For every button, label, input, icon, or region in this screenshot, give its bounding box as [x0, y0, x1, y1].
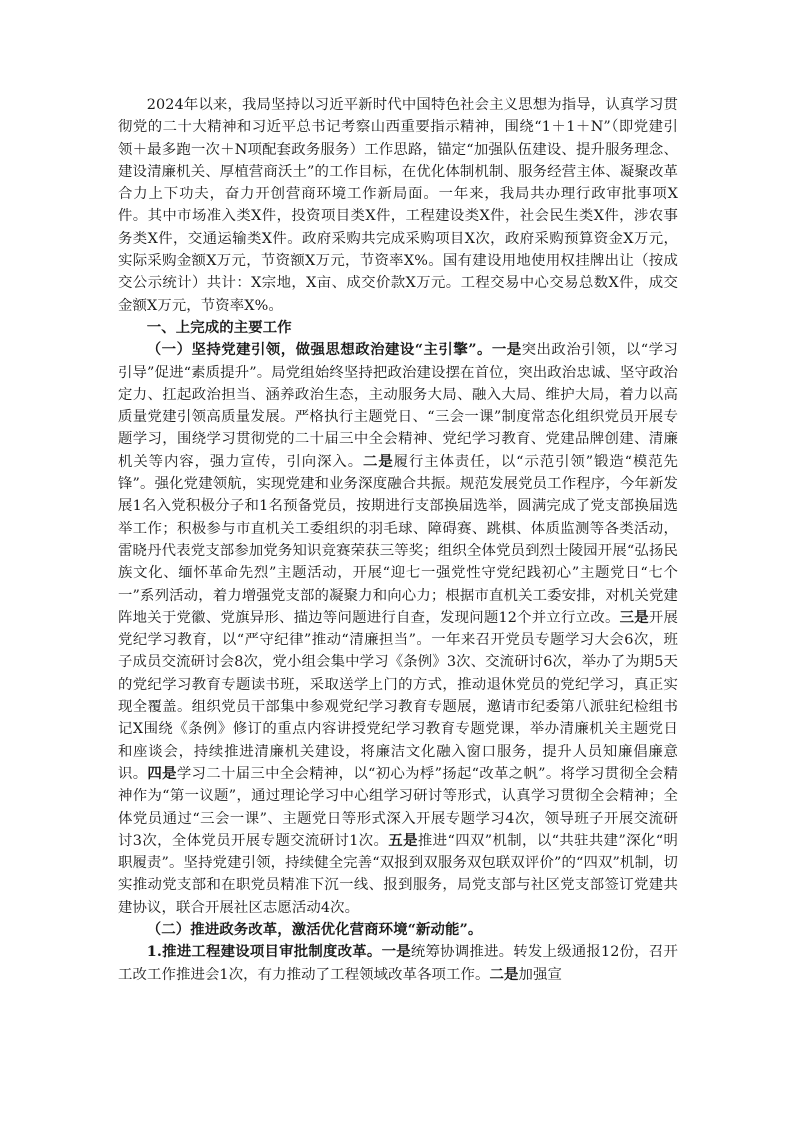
subsection-one — [118, 339, 678, 919]
point-one-text: 突出政治引领，以“学习引导”促进“素质提升”。局党组始终坚持把政治建设摆在首位，突出政治忠诚、坚守政治定力、扛起政治担当、涵养政治生态，主动服务大局、融入大局、维护大局，着力以高质量党建引领高质量发展。严格执行主题党日、“三会一课”制度常态化组织党员开展专题学习，围绕学习贯彻党的二十届三中全会精神、党纪学习教育、党建品牌创建、清廉机关等内容，强力宣传，引向深入。 — [118, 342, 678, 470]
item-one-text-one: 统筹协调推进。转发上级通报12份，召开工改工作推进会1次，有力推动了工程领域改革各项工作。 — [118, 944, 678, 983]
section-heading: 一、上完成的主要工作 — [146, 318, 292, 336]
item-one-lead-two: 二是 — [489, 965, 519, 983]
subsection-two — [118, 919, 678, 941]
document-page — [118, 94, 678, 986]
item-one-text-two: 加强宣 — [518, 966, 562, 983]
subsection-two-item-one — [118, 941, 678, 986]
point-three-text: 开展党纪学习教育，以“严守纪律”推动“清廉担当”。一年来召开党员专题学习大会6次，班子成员交流研讨会8次，党小组会集中学习《条例》3次、交流研讨6次，举办了为期5天的党纪学习教育专题读书班，采取送学上门的方式，推动退休党员的党纪学习，真正实现全覆盖。组织党员干部集中参观党纪学习教育专题展，邀请市纪委第八派驻纪检组书记X围绕《条例》修订的重点内容讲授党纪学习教育专题党课，举办清廉机关主题党日和座谈会，持续推进清廉机关建设，将廉洁文化融入窗口服务，提升人员知廉倡廉意识。 — [118, 609, 679, 782]
point-three-lead: 三是 — [619, 608, 649, 626]
item-one-lead-one: 一是 — [381, 943, 411, 961]
point-one-lead: 一是 — [491, 341, 522, 359]
point-five-lead: 五是 — [388, 831, 418, 849]
subsection-one-title: （一）坚持党建引领，做强思想政治建设“主引擎”。 — [146, 341, 492, 359]
point-four-text: 学习二十届三中全会精神，以“初心为桴”扬起“改革之帆”。将学习贯彻全会精神作为“第一议题”，通过理论学习中心组学习研讨等形式，认真学习贯彻全会精神；全体党员通过“三会一课”、主题党日等形式深入开展专题学习4次，领导班子开展交流研讨3次，全体党员开展专题交流研讨1次。 — [118, 765, 679, 849]
point-two-text: 履行主体责任，以“示范引领”锻造“模范先锋”。强化党建领航，实现党建和业务深度融合共振。规范发展党员工作程序，今年新发展1名入党积极分子和1名预备党员，按期进行支部换届选举，圆满完成了党支部换届选举工作；积极参与市直机关工委组织的羽毛球、障碍赛、跳棋、体质监测等各类活动，雷晓丹代表党支部参加党务知识竞赛荣获三等奖；组织全体党员到烈士陵园开展“弘扬民族文化、缅怀革命先烈”主题活动，开展“迎七一强党性守党纪践初心”主题党日“七个一”系列活动，着力增强党支部的凝聚力和向心力；根据市直机关工委安排，对机关党建阵地关于党徽、党旗异形、描边等问题进行自查，发现问题12个并立行立改。 — [118, 453, 678, 626]
point-two-lead: 二是 — [363, 452, 394, 470]
intro-paragraph: 2024年以来，我局坚持以习近平新时代中国特色社会主义思想为指导，认真学习贯彻党的二十大精神和习近平总书记考察山西重要指示精神，围绕“1＋1＋N”（即党建引领＋最多跑一次＋N项配套政务服务）工作思路，锚定“加强队伍建设、提升服务理念、建设清廉机关、厚植营商沃土”的工作目标，在优化体制机制、服务经营主体、凝聚改革合力上下功夫，奋力开创营商环境工作新局面。一年来，我局共办理行政审批事项X件。其中市场准入类X件，投资项目类X件，工程建设类X件，社会民生类X件，涉农事务类X件，交通运输类X件。政府采购共完成采购项目X次，政府采购预算资金X万元，实际采购金额X万元，节资额X万元，节资率X%。国有建设用地使用权挂牌出让（按成交公示统计）共计：X宗地，X亩、成交价款X万元。工程交易中心交易总数X件，成交金额X万元，节资率X%。 — [118, 97, 678, 314]
point-five-text: 推进“四双”机制，以“共驻共建”深化“明职履责”。坚持党建引领，持续健全完善“双报到双服务双包联双评价”的“四双”机制，切实推动党支部和在职党员精准下沉一线、报到服务，局党支部与社区党支部签订党建共建协议，联合开展社区志愿活动4次。 — [118, 832, 678, 916]
subsection-two-title: （二）推进政务改革，激活优化营商环境“新动能”。 — [146, 920, 483, 938]
point-four-lead: 四是 — [147, 764, 177, 782]
item-one-title: 1.推进工程建设项目审批制度改革。 — [146, 943, 382, 961]
